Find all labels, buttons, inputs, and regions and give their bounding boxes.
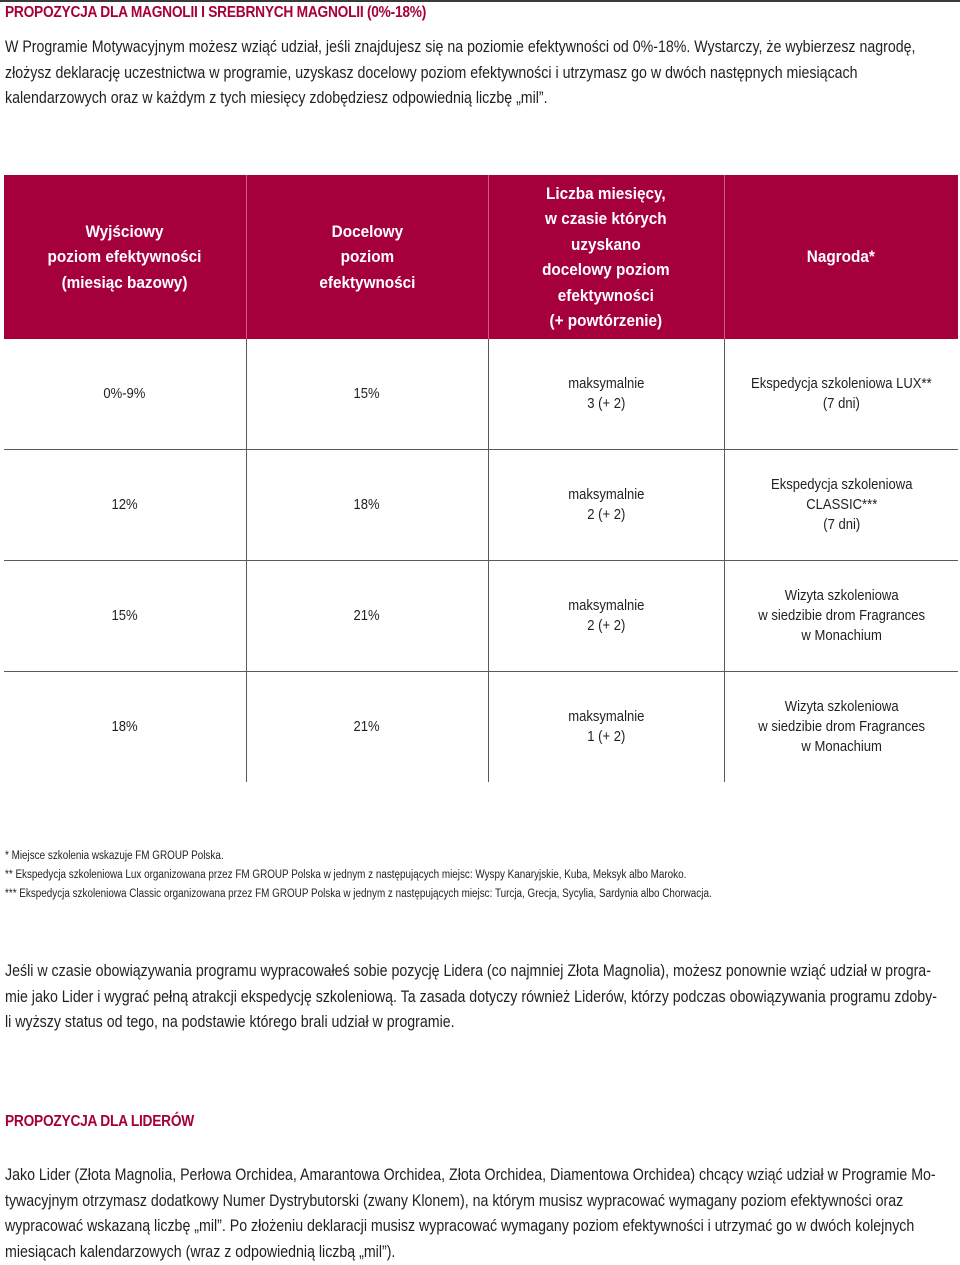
intro-line: złożysz deklarację uczestnictwa w programie, uzyskasz docelowy poziom efektywności i utrzymasz go w dwóch następnych miesiącach bbox=[5, 63, 858, 82]
table-row bbox=[4, 561, 958, 672]
table-row bbox=[4, 339, 958, 450]
footnote: ** Ekspedycja szkoleniowa Lux organizowana przez FM GROUP Polska w jednym z następujących miejsc: Wyspy Kanaryjskie, Kuba, Meksyk albo Maroko. bbox=[5, 869, 687, 881]
section-heading-magnolie: PROPOZYCJA DLA MAGNOLII I SREBRNYCH MAGNOLII (0%-18%) bbox=[5, 4, 427, 21]
leader-note-paragraph bbox=[5, 959, 951, 1036]
cell-starting-level: 0%-9% bbox=[4, 339, 246, 450]
footnote: * Miejsce szkolenia wskazuje FM GROUP Polska. bbox=[5, 850, 224, 862]
table-row bbox=[4, 672, 958, 783]
intro-paragraph bbox=[5, 35, 951, 112]
cell-target-level: 21% bbox=[246, 672, 488, 783]
cell-starting-level: 12% bbox=[4, 450, 246, 561]
leader-note-line: li wyższy status od tego, na podstawie którego brali udział w programie. bbox=[5, 1013, 455, 1031]
cell-reward: Ekspedycja szkoleniowa CLASSIC*** (7 dni) bbox=[724, 450, 958, 561]
footnote: *** Ekspedycja szkoleniowa Classic organizowana przez FM GROUP Polska w jednym z następujących miejsc: Turcja, Grecja, Sycylia, Sardynia albo Chorwacja. bbox=[5, 888, 712, 900]
cell-starting-level: 15% bbox=[4, 561, 246, 672]
rewards-table bbox=[4, 175, 958, 782]
cell-months: maksymalnie 2 (+ 2) bbox=[488, 561, 724, 672]
leaders-line: tywacyjnym otrzymasz dodatkowy Numer Dystrybutorski (zwany Klonem), na którym musisz wypracować wymagany poziom efektywności oraz bbox=[5, 1191, 904, 1210]
cell-months: maksymalnie 2 (+ 2) bbox=[488, 450, 724, 561]
header-months-count: Liczba miesięcy, w czasie których uzyskano docelowy poziom efektywności (+ powtórzenie) bbox=[488, 175, 724, 339]
leaders-line: miesiącach kalendarzowych (wraz z odpowiednią liczbą „mil”). bbox=[5, 1242, 396, 1261]
leaders-paragraph bbox=[5, 1163, 951, 1265]
cell-target-level: 18% bbox=[246, 450, 488, 561]
cell-reward: Wizyta szkoleniowa w siedzibie drom Fragrances w Monachium bbox=[757, 699, 925, 755]
cell-starting-level: 18% bbox=[4, 672, 246, 783]
intro-line: kalendarzowych oraz w każdym z tych miesięcy zdobędziesz odpowiednią liczbę „mil”. bbox=[5, 89, 548, 107]
header-starting-level: Wyjściowy poziom efektywności (miesiąc bazowy) bbox=[4, 175, 246, 339]
leader-note-line: mie jako Lider i wygrać pełną atrakcji ekspedycję szkoleniową. Ta zasada dotyczy również Liderów, którzy podczas obowiązywania programu zdoby- bbox=[5, 987, 938, 1006]
footnotes bbox=[5, 847, 960, 904]
top-rule bbox=[0, 0, 960, 2]
header-target-level: Docelowy poziom efektywności bbox=[246, 175, 488, 339]
cell-months: maksymalnie 1 (+ 2) bbox=[488, 672, 724, 783]
cell-reward: Wizyta szkoleniowa w siedzibie drom Fragrances w Monachium bbox=[724, 561, 958, 672]
leaders-line: wypracować wskazaną liczbę „mil”. Po złożeniu deklaracji musisz wypracować wymagany poziom efektywności i utrzymać go w dwóch kolejnych bbox=[5, 1217, 915, 1235]
cell-target-level: 21% bbox=[246, 561, 488, 672]
section-heading-liderzy: PROPOZYCJA DLA LIDERÓW bbox=[5, 1113, 195, 1130]
intro-line: W Programie Motywacyjnym możesz wziąć udział, jeśli znajdujesz się na poziomie efektywności od 0%-18%. Wystarczy, że wybierzesz nagrodę, bbox=[5, 38, 916, 56]
cell-target-level: 15% bbox=[246, 339, 488, 450]
leader-note-line: Jeśli w czasie obowiązywania programu wypracowałeś sobie pozycję Lidera (co najmniej Złota Magnolia), możesz ponownie wziąć udział w progra- bbox=[5, 962, 931, 980]
table-header-row bbox=[4, 175, 958, 339]
header-reward: Nagroda* bbox=[724, 175, 958, 339]
cell-months: maksymalnie 3 (+ 2) bbox=[488, 339, 724, 450]
cell-reward: Ekspedycja szkoleniowa LUX** (7 dni) bbox=[724, 339, 958, 450]
table-row bbox=[4, 450, 958, 561]
leaders-line: Jako Lider (Złota Magnolia, Perłowa Orchidea, Amarantowa Orchidea, Złota Orchidea, Diamentowa Orchidea) chcący wziąć udział w Programie Mo- bbox=[5, 1166, 936, 1184]
